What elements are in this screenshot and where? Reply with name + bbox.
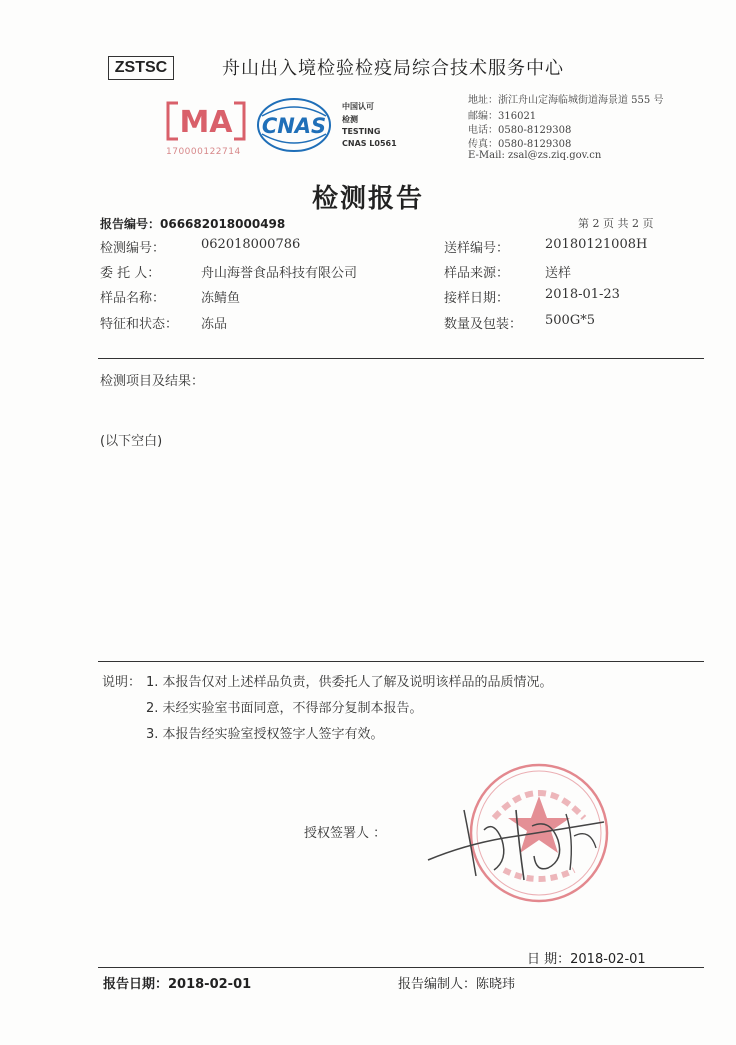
contact-address: 地址：浙江舟山定海临城街道海景道 555 号: [468, 95, 664, 106]
divider-footer: [98, 967, 704, 968]
cnas-logo: [254, 96, 334, 154]
cnas-caption-3: TESTING: [342, 127, 381, 136]
svg-text:MA: MA: [179, 105, 233, 140]
report-number: 报告编号：066682018000498: [100, 217, 286, 231]
cnas-caption-2: 检测: [342, 115, 358, 124]
contact-phone: 电话：0580-8129308: [468, 125, 572, 136]
report-date: 报告日期：2018-02-01: [103, 977, 252, 992]
handwritten-signature: [424, 790, 624, 885]
receive-date-label: 接样日期：: [444, 291, 510, 306]
sample-send-no-value: 20180121008H: [545, 237, 648, 252]
receive-date-value: 2018-01-23: [545, 287, 620, 302]
results-heading: 检测项目及结果：: [100, 374, 205, 389]
feature-label: 特征和状态：: [100, 317, 179, 332]
zstsc-logo: ZSTSC: [108, 56, 174, 80]
sample-name-label: 样品名称：: [100, 291, 166, 306]
test-no-value: 062018000786: [201, 237, 301, 252]
contact-email: E-Mail: zsal@zs.ziq.gov.cn: [468, 150, 602, 161]
cnas-caption-4: CNAS L0561: [342, 139, 397, 148]
quantity-label: 数量及包装：: [444, 317, 523, 332]
signatory-label: 授权签署人 ：: [304, 826, 387, 841]
note-item-1: 1. 本报告仅对上述样品负责，供委托人了解及说明该样品的品质情况。: [146, 675, 553, 690]
cnas-caption-1: 中国认可: [342, 102, 374, 111]
divider-notes: [98, 661, 704, 662]
note-item-3: 3. 本报告经实验室授权签字人签字有效。: [146, 727, 384, 742]
notes-label: 说明：: [102, 675, 142, 690]
client-label: 委 托 人：: [100, 266, 161, 281]
note-item-2: 2. 未经实验室书面同意，不得部分复制本报告。: [146, 701, 423, 716]
sample-source-label: 样品来源：: [444, 266, 510, 281]
feature-value: 冻品: [201, 317, 228, 332]
svg-text:CNAS: CNAS: [261, 114, 327, 138]
client-value: 舟山海誉食品科技有限公司: [201, 266, 358, 281]
sample-source-value: 送样: [545, 266, 572, 281]
sample-send-no-label: 送样编号：: [444, 241, 510, 256]
test-no-label: 检测编号：: [100, 241, 166, 256]
page-info: 第 2 页 共 2 页: [578, 217, 654, 230]
ma-logo: [164, 99, 248, 147]
organization-name: 舟山出入境检验检疫局综合技术服务中心: [222, 58, 564, 79]
ma-code: 170000122714: [166, 147, 241, 157]
report-compiler: 报告编制人：陈晓玮: [398, 977, 516, 992]
blank-note: (以下空白): [100, 434, 163, 449]
signature-date: 日 期：2018-02-01: [527, 952, 646, 967]
contact-postcode: 邮编：316021: [468, 111, 537, 122]
contact-fax: 传真：0580-8129308: [468, 139, 572, 150]
sample-name-value: 冻鲭鱼: [201, 291, 241, 306]
divider-top: [98, 358, 704, 359]
quantity-value: 500G*5: [545, 313, 595, 328]
report-title: 检测报告: [311, 184, 424, 214]
